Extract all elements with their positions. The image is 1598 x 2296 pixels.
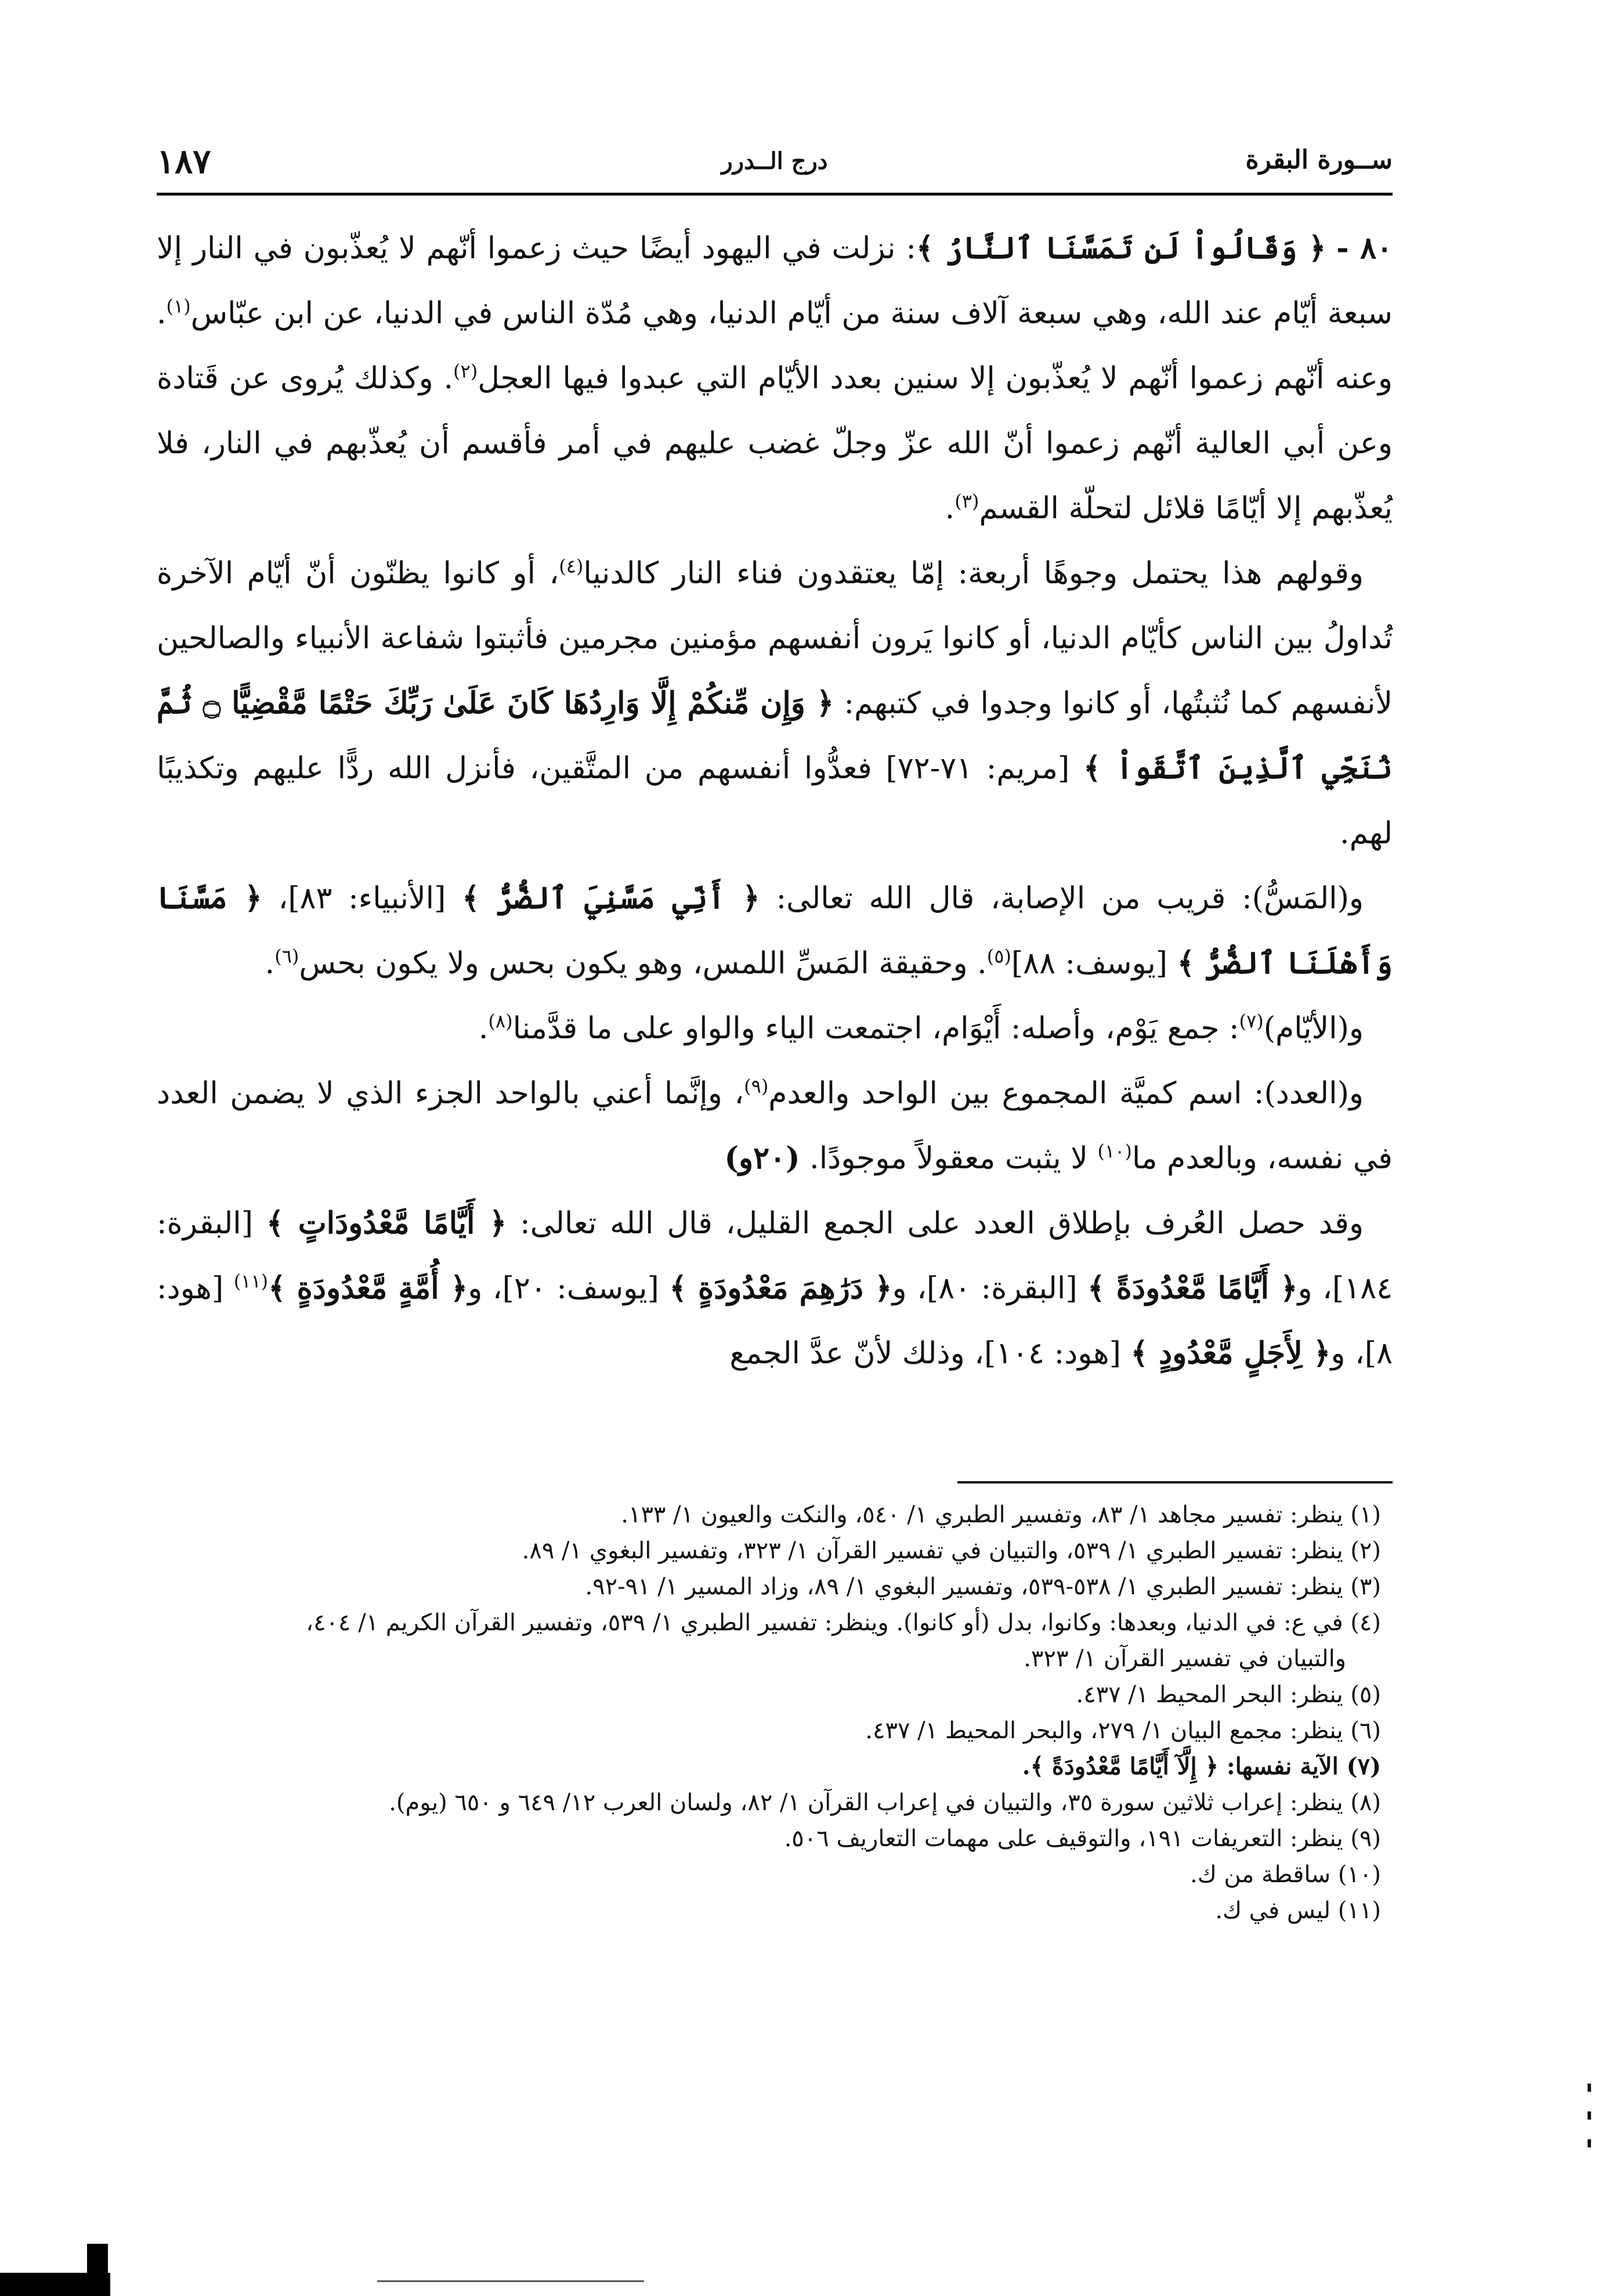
paragraph-verse-80 xyxy=(157,216,1393,541)
text-run: [يوسف: ٨٨] xyxy=(1011,946,1177,981)
text-run: [البقرة: ٨٠]، و xyxy=(892,1271,1088,1306)
text-run: . وحقيقة المَسِّ اللمس، وهو يكون بحس ولا يكون بحس xyxy=(299,946,987,981)
quran-quote: ﴿ أَيَّامًا مَّعْدُودَاتٍ ﴾ xyxy=(266,1205,507,1241)
footnote-6: (٦) ينظر: مجمع البيان ١/ ٢٧٩، والبحر المحيط ١/ ٤٣٧. xyxy=(865,1717,1381,1744)
footnote-2: (٢) ينظر: تفسير الطبري ١/ ٥٣٩، والتبيان في تفسير القرآن ١/ ٣٢٣، وتفسير البغوي ١/ ٨٩. xyxy=(522,1537,1381,1564)
footnote-ref: (١١) xyxy=(233,1270,269,1293)
text-run: [مريم: ٧١-٧٢] فعدُّوا أنفسهم من المتَّقين، فأنزل الله ردًّا عليهم وتكذيبًا لهم. xyxy=(157,751,1393,851)
footnote-ref: (٨) xyxy=(488,1010,513,1033)
paragraph-ayyam xyxy=(157,996,1393,1061)
footnote-7: (٧) الآية نفسها: ﴿ إِلَّآ أَيَّامًا مَّعْدُودَةً ﴾. xyxy=(1022,1753,1381,1780)
text-run: وقولهم هذا يحتمل وجوهًا أربعة: إمّا يعتقدون فناء النار كالدنيا xyxy=(583,556,1364,591)
page-number: ١٨٧ xyxy=(157,142,211,181)
paragraph-mass xyxy=(157,866,1393,996)
footnote-4-continued: والتبيان في تفسير القرآن ١/ ٣٢٣. xyxy=(1024,1645,1346,1672)
quran-quote: ﴿ لِأَجَلٍ مَّعْدُودٍ ﴾ xyxy=(1130,1335,1331,1371)
text-run: و(الأيّام) xyxy=(1263,1011,1364,1046)
text-run: لا يثبت معقولاً موجودًا. xyxy=(800,1141,1098,1176)
footnote-8: (٨) ينظر: إعراب ثلاثين سورة ٣٥، والتبيان في إعراب القرآن ١/ ٨٢، ولسان العرب ١٢/ ٦٤٩ و ٦٥٠ (يوم). xyxy=(389,1789,1381,1816)
text-run: : نزلت في اليهود أيضًا حيث زعموا أنّهم لا يُعذّبون في النار إلا سبعة أيّام عند الله، وهي سبعة آلاف سنة من أيّام الدنيا، وهي مُدّة الناس في الدنيا، عن ابن عبّاس xyxy=(157,231,1393,331)
quran-quote: ﴿ وَقَالُواْ لَن تَمَسَّنَا ٱلنَّارُ ﴾ xyxy=(916,230,1326,266)
footnote-3: (٣) ينظر: تفسير الطبري ١/ ٥٣٨-٥٣٩، وتفسير البغوي ١/ ٨٩، وزاد المسير ١/ ٩١-٩٢. xyxy=(585,1573,1381,1600)
text-run: [هود: ١٠٤]، وذلك لأنّ عدَّ الجمع xyxy=(729,1336,1131,1371)
scan-corner-mark-vertical xyxy=(87,2244,108,2296)
text-run: ، وإنَّما أعني بالواحد الجزء الذي لا يضمن العدد في نفسه، وبالعدم ما xyxy=(157,1076,1393,1176)
text-run: . وعنه أنّهم زعموا أنّهم لا يُعذّبون إلا سنين بعدد الأيّام التي عبدوا فيها العجل xyxy=(157,296,1393,396)
text-run: و(المَسُّ): قريب من الإصابة، قال الله تعالى: xyxy=(760,881,1364,916)
quran-quote: ﴿ وَإِن مِّنكُمْ إِلَّا وَارِدُهَا كَانَ عَلَىٰ رَبِّكَ حَتْمًا مَّقْضِيًّا ۝ ثُمَّ نُنَجِّي ٱلَّذِينَ ٱتَّقَواْ ﴾ xyxy=(157,685,1393,786)
folio-marker: (٢٠و) xyxy=(724,1140,800,1176)
footnote-ref: (٩) xyxy=(744,1075,769,1098)
paragraph-interpretations xyxy=(157,541,1393,866)
page-header xyxy=(157,142,1393,192)
footnotes xyxy=(157,1497,1393,1929)
text-run: [البقرة: ١٨٤]، و xyxy=(157,1206,1393,1306)
text-run: وقد حصل العُرف بإطلاق العدد على الجمع القليل، قال الله تعالى: xyxy=(507,1206,1364,1241)
footnote-ref: (٦) xyxy=(274,945,299,968)
footnote-separator xyxy=(957,1481,1393,1483)
text-run: . xyxy=(265,946,275,981)
header-rule xyxy=(157,193,1393,196)
footnote-4: (٤) في ع: في الدنيا، وبعدها: وكانوا، بدل (أو كانوا). وينظر: تفسير الطبري ١/ ٥٣٩، وتفسير القرآن الكريم ١/ ٤٠٤، xyxy=(306,1609,1381,1636)
text-run: [الأنبياء: ٨٣]، xyxy=(262,881,462,916)
text-run: . xyxy=(478,1011,489,1046)
footnote-ref: (٧) xyxy=(1239,1010,1264,1033)
footnote-ref: (٣) xyxy=(955,490,979,512)
footnote-10: (١٠) ساقطة من ك. xyxy=(1190,1861,1381,1888)
quran-quote: ﴿ دَرَٰهِمَ مَعْدُودَةٍ ﴾ xyxy=(669,1270,892,1306)
footnote-9: (٩) ينظر: التعريفات ١٩١، والتوقيف على مهمات التعاريف ٥٠٦. xyxy=(784,1825,1381,1852)
quran-quote: ﴿ أُمَّةٍ مَّعْدُودَةٍ ﴾ xyxy=(268,1270,468,1306)
quran-quote: ﴿ أَنِّي مَسَّنِيَ ٱلضُّرُّ ﴾ xyxy=(462,880,760,916)
text-run: ، أو كانوا يظنّون أنّ أيّام الآخرة تُداولُ بين الناس كأيّام الدنيا، أو كانوا يَرون أنفسهم مؤمنين مجرمين فأثبتوا شفاعة الأنبياء والصالحين لأنفسهم كما نُثبتُها، أو كانوا وجدوا في كتبهم: xyxy=(157,556,1393,721)
footnote-ref: (٤) xyxy=(559,555,584,577)
paragraph-adad xyxy=(157,1061,1393,1191)
footnote-11: (١١) ليس في ك. xyxy=(1215,1897,1381,1924)
text-run: و(العدد): اسم كميَّة المجموع بين الواحد والعدم xyxy=(768,1076,1364,1111)
scan-edge-marks xyxy=(1588,2084,1593,2171)
text-run: . وكذلك يُروى عن قَتادة وعن أبي العالية أنّهم زعموا أنّ الله عزّ وجلّ غضب عليهم في أمر فأقسم أن يُعذّبهم في النار، فلا يُعذّبهم إلا أيّامًا قلائل لتحلّة القسم xyxy=(157,361,1393,526)
footnote-ref: (١) xyxy=(166,295,191,317)
text-run: : جمع يَوْم، وأصله: أَيْوَام، اجتمعت الياء والواو على ما قدَّمنا xyxy=(512,1011,1239,1046)
text-run: [يوسف: ٢٠]، و xyxy=(468,1271,670,1306)
footnote-ref: (٥) xyxy=(986,945,1011,968)
footnote-ref: (٢) xyxy=(453,360,478,382)
footnote-ref: (١٠) xyxy=(1097,1140,1132,1163)
footnote-5: (٥) ينظر: البحر المحيط ١/ ٤٣٧. xyxy=(1076,1681,1381,1708)
text-run: . xyxy=(945,491,955,526)
verse-number: ٨٠ - xyxy=(1336,230,1393,266)
paragraph-urf xyxy=(157,1191,1393,1386)
running-header-surah: ســورة البقرة xyxy=(1245,145,1393,175)
bottom-scan-line xyxy=(377,2280,644,2282)
text-run: [هود: ٨]، و xyxy=(157,1271,1393,1371)
quran-quote: ﴿ أَيَّامًا مَّعْدُودَةً ﴾ xyxy=(1087,1270,1298,1306)
footnote-1: (١) ينظر: تفسير مجاهد ١/ ٨٣، وتفسير الطبري ١/ ٥٤٠، والنكت والعيون ١/ ١٣٣. xyxy=(621,1501,1381,1528)
quran-quote: ﴿ مَسَّنَا وَأَهْلَنَا ٱلضُّرُّ ﴾ xyxy=(157,880,1393,981)
running-header-book-title: درج الــدرر xyxy=(721,147,828,175)
main-text xyxy=(157,216,1393,1386)
